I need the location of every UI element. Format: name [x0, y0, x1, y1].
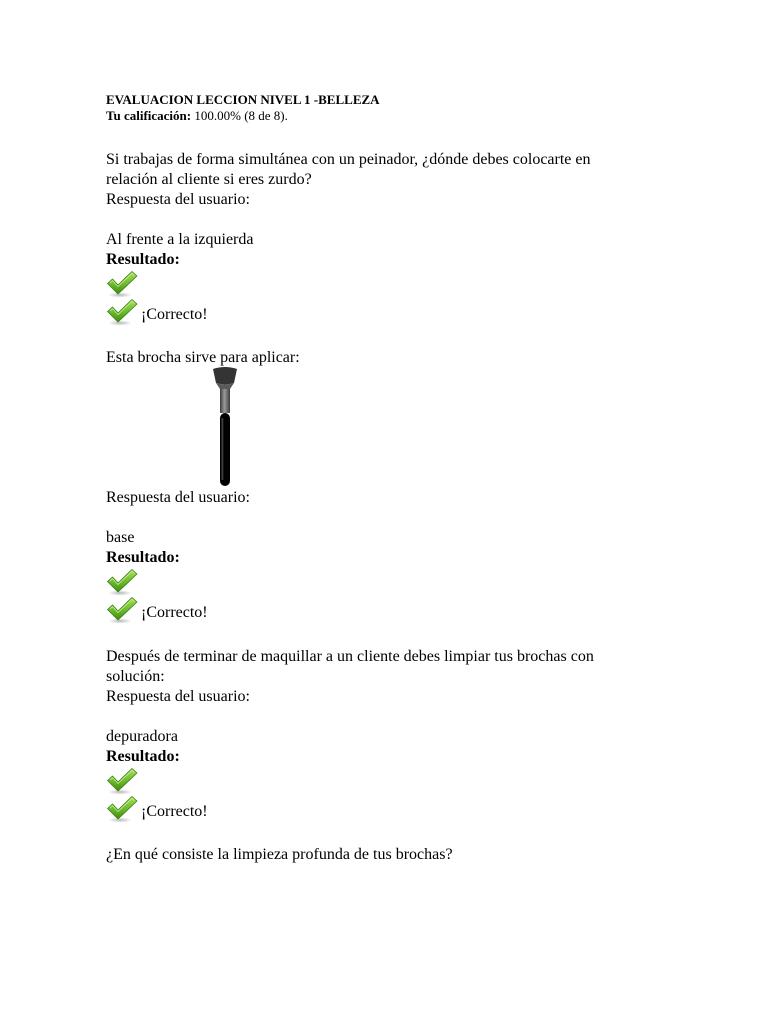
question-text: Esta brocha sirve para aplicar: — [106, 349, 300, 366]
grade-value: 100.00% (8 de 8). — [194, 108, 288, 123]
checkmark-icon — [106, 270, 138, 298]
check-row — [106, 767, 666, 795]
check-row — [106, 568, 666, 596]
question-text — [106, 150, 666, 190]
user-answer-label: Respuesta del usuario: — [106, 688, 250, 705]
check-row — [106, 270, 666, 298]
question-text: ¿En qué consiste la limpieza profunda de tus brochas? — [106, 846, 453, 863]
evaluation-document — [106, 92, 666, 865]
checkmark-icon — [106, 298, 138, 326]
page-title: EVALUACION LECCION NIVEL 1 -BELLEZA — [106, 92, 380, 107]
user-answer: Al frente a la izquierda — [106, 231, 254, 248]
question-text-line: Si trabajas de forma simultánea con un peinador, ¿dónde debes colocarte en — [106, 151, 591, 168]
result-label: Resultado: — [106, 251, 180, 268]
user-answer: depuradora — [106, 728, 178, 745]
question-text-line: Después de terminar de maquillar a un cliente debes limpiar tus brochas con — [106, 648, 594, 665]
grade-line — [106, 108, 666, 124]
makeup-brush-icon — [210, 366, 240, 491]
correct-text: ¡Correcto! — [141, 604, 208, 621]
check-row — [106, 795, 666, 823]
user-answer-label: Respuesta del usuario: — [106, 191, 250, 208]
result-label: Resultado: — [106, 549, 180, 566]
check-row — [106, 596, 666, 624]
result-label: Resultado: — [106, 748, 180, 765]
question-text — [106, 647, 666, 687]
question-block-3 — [106, 647, 666, 823]
question-block-4 — [106, 845, 666, 865]
question-block-2 — [106, 348, 666, 624]
question-text-line: relación al cliente si eres zurdo? — [106, 171, 312, 188]
correct-text: ¡Correcto! — [141, 803, 208, 820]
checkmark-icon — [106, 568, 138, 596]
checkmark-icon — [106, 596, 138, 624]
checkmark-icon — [106, 795, 138, 823]
grade-label: Tu calificación: — [106, 108, 192, 123]
checkmark-icon — [106, 767, 138, 795]
question-block-1 — [106, 150, 666, 326]
check-row — [106, 298, 666, 326]
correct-text: ¡Correcto! — [141, 306, 208, 323]
question-text-line: solución: — [106, 668, 165, 685]
user-answer-label: Respuesta del usuario: — [106, 489, 250, 506]
user-answer: base — [106, 529, 135, 546]
